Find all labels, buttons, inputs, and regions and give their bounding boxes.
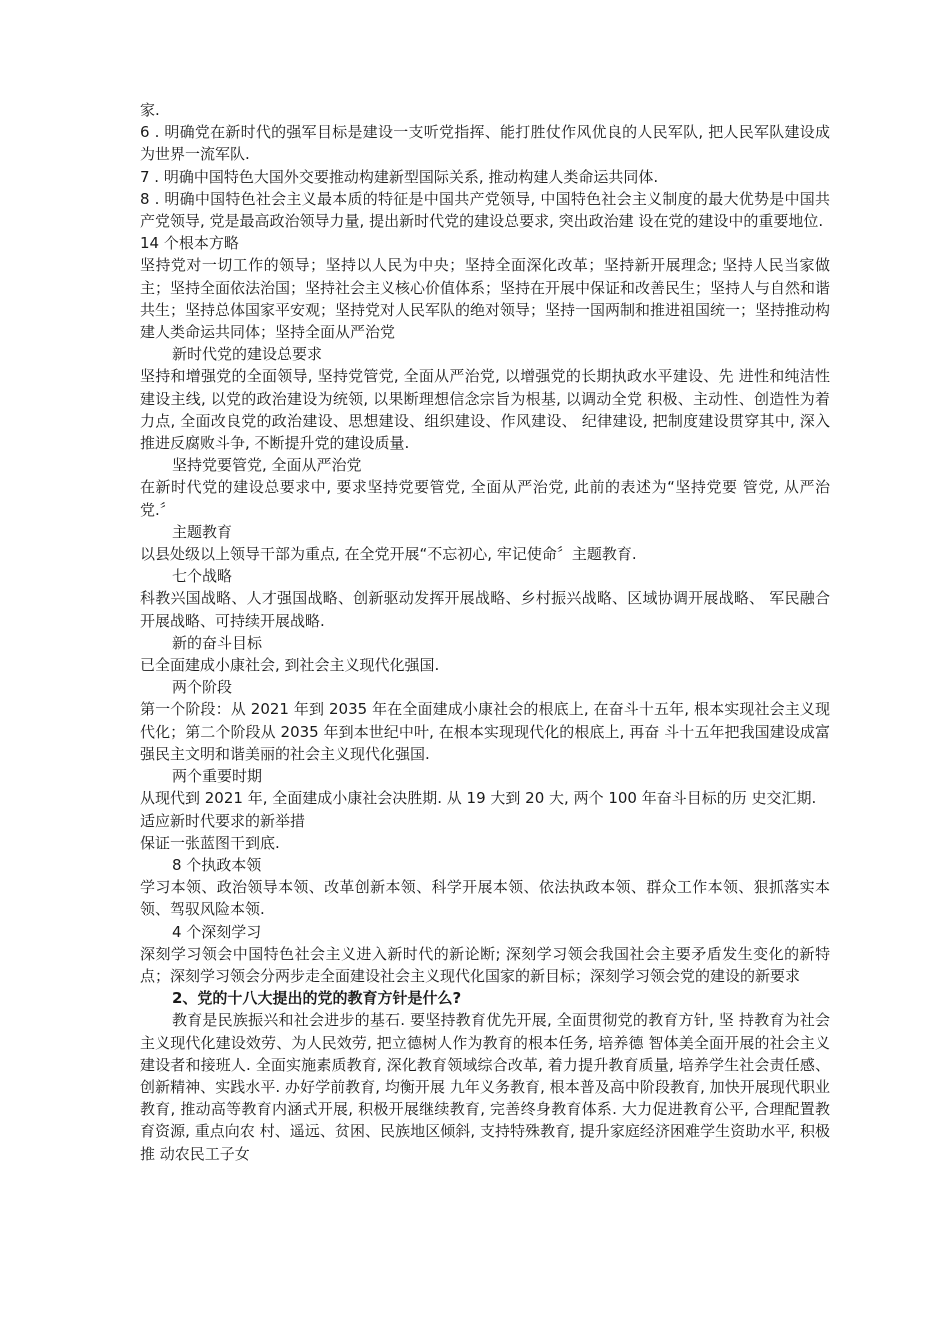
paragraph: 学习本领、政治领导本领、改革创新本领、科学开展本领、依法执政本领、群众工作本领、狠抓落实本领、驾驭风险本领.: [140, 878, 830, 919]
subheading: 主题教育: [172, 522, 233, 541]
subheading: 两个阶段: [172, 678, 233, 697]
document-page: [140, 99, 830, 1165]
paragraph: 坚持党对一切工作的领导；坚持以人民为中央；坚持全面深化改革；坚持新开展理念; 坚持人民当家做主；坚持全面依法治国；坚持社会主义核心价值体系；坚持在开展中保证和改善民生；坚持人与自然和谐共生；坚持总体国家平安观；坚持党对人民军队的绝对领导；坚持一国两制和推进祖国统一；坚持推动构建人类命运共同体；坚持全面从严治党: [140, 256, 831, 342]
paragraph: 深刻学习领会中国特色社会主义进入新时代的新论断; 深刻学习领会我国社会主要矛盾发生变化的新特点；深刻学习领会分两步走全面建设社会主义现代化国家的新目标；深刻学习领会党的建设的新要求: [140, 944, 830, 985]
subheading: 教育是民族振兴和社会进步的基石. 要坚持教育优先开展, 全面贯彻党的教育方针, 坚 持教育为社会主义现代化建设效劳、为人民效劳, 把立德树人作为教育的根本任务, 培养德 智体美全面开展的社会主义建设者和接班人. 全面实施素质教育, 深化教育领域综合改革, 着力提升教育质量, 培养学生社会责任感、创新精神、实践水平. 办好学前教育, 均衡开展 九年义务教育, 根本普及高中阶段教育, 加快开展现代职业教育, 推动高等教育内涵式开展, 积极开展继续教育, 完善终身教育体系. 大力促进教育公平, 合理配置教育资源, 重点向农 村、遥远、贫困、民族地区倾斜, 支持特殊教育, 提升家庭经济困难学生资助水平, 积极推 动农民工子女: [140, 1011, 830, 1163]
paragraph: 6 . 明确党在新时代的强军目标是建设一支听党指挥、能打胜仗作风优良的人民军队, 把人民军队建设成为世界一流军队.: [140, 123, 830, 164]
subheading: 8 个执政本领: [172, 855, 262, 874]
paragraph: 以县处级以上领导干部为重点, 在全党开展“不忘初心, 牢记使命〞主题教育.: [140, 545, 637, 564]
paragraph: 适应新时代要求的新举措: [140, 811, 306, 830]
subheading: 新的奋斗目标: [172, 633, 263, 652]
paragraph: 8 . 明确中国特色社会主义最本质的特征是中国共产党领导, 中国特色社会主义制度的最大优势是中国共产党领导, 党是最高政治领导力量, 提出新时代党的建设总要求, 突出政治建 设在党的建设中的重要地位.: [140, 189, 830, 231]
paragraph: 家.: [140, 101, 160, 119]
paragraph: 14 个根本方略: [140, 234, 239, 253]
subheading: 坚持党要管党, 全面从严治党: [172, 456, 362, 475]
subheading: 4 个深刻学习: [172, 922, 262, 941]
paragraph: 保证一张蓝图干到底.: [140, 833, 280, 852]
section-heading: 2、党的十八大提出的党的教育方针是什么?: [172, 989, 462, 1008]
paragraph: 已全面建成小康社会, 到社会主义现代化强国.: [140, 656, 440, 675]
paragraph: 坚持和增强党的全面领导, 坚持党管党, 全面从严治党, 以增强党的长期执政水平建设、先 进性和纯洁性建设主线, 以党的政治建设为统领, 以果断理想信念宗旨为根基, 以调动全党 积极、主动性、创造性为着力点, 全面改良党的政治建设、思想建设、组织建设、作风建设、 纪律建设, 把制度建设贯穿其中, 深入推进反腐败斗争, 不断提升党的建设质量.: [140, 367, 830, 453]
paragraph: 第一个阶段：从 2021 年到 2035 年在全面建成小康社会的根底上, 在奋斗十五年, 根本实现社会主义现代化；第二个阶段从 2035 年到本世纪中叶, 在根本实现现代化的根底上, 再奋 斗十五年把我国建设成富强民主文明和谐美丽的社会主义现代化强国.: [140, 700, 830, 763]
paragraph: 在新时代党的建设总要求中, 要求坚持党要管党, 全面从严治党, 此前的表述为“坚持党要 管党, 从严治党.〞: [140, 478, 830, 519]
subheading: 七个战略: [172, 567, 233, 586]
paragraph: 科教兴国战略、人才强国战略、创新驱动发挥开展战略、乡村振兴战略、区域协调开展战略、 军民融合开展战略、可持续开展战略.: [140, 589, 830, 630]
subheading: 新时代党的建设总要求: [172, 345, 323, 364]
paragraph: 从现代到 2021 年, 全面建成小康社会决胜期. 从 19 大到 20 大, 两个 100 年奋斗目标的历 史交汇期.: [140, 789, 817, 808]
subheading: 两个重要时期: [172, 767, 263, 786]
paragraph: 7 . 明确中国特色大国外交要推动构建新型国际关系, 推动构建人类命运共同体.: [140, 167, 659, 186]
